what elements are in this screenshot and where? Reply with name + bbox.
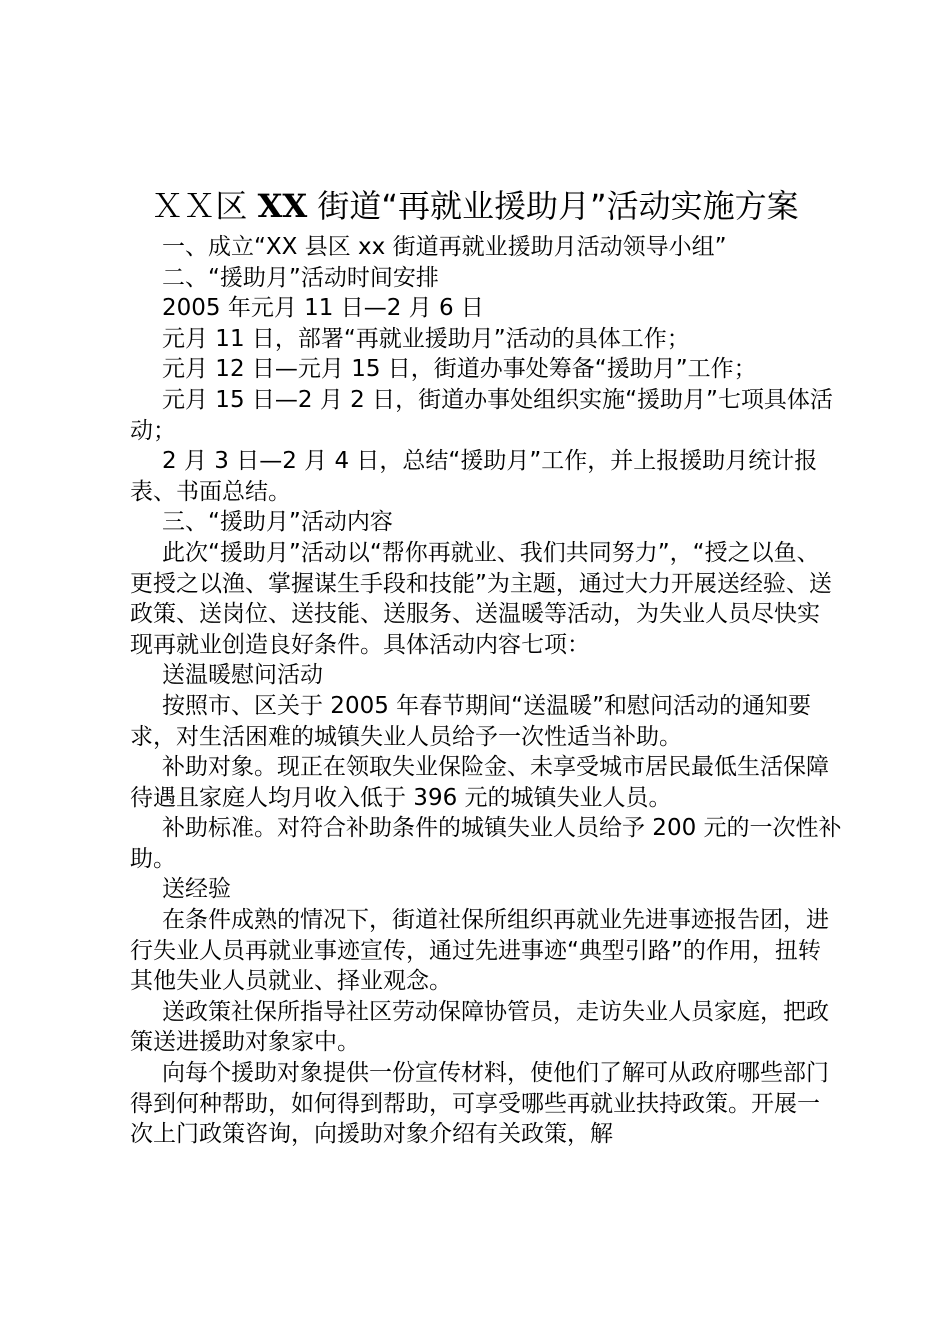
paragraph: 送经验 — [162, 876, 231, 903]
title-suffix: 街道“再就业援助月”活动实施方案 — [307, 187, 799, 225]
paragraph: 元月 15 日—2 月 2 日，街道办事处组织实施“援助月”七项具体活动； — [130, 386, 833, 444]
paragraph: 二、“援助月”活动时间安排 — [162, 264, 439, 291]
paragraph: 一、成立“XX 县区 xx 街道再就业援助月活动领导小组” — [162, 234, 727, 260]
paragraph: 按照市、区关于 2005 年春节期间“送温暖”和慰问活动的通知要求，对生活困难的城镇失业人员给予一次性适当补助。 — [130, 692, 811, 750]
paragraph: 送温暖慰问活动 — [162, 662, 323, 689]
paragraph: 2005 年元月 11 日—2 月 6 日 — [162, 295, 484, 322]
document-body — [130, 232, 842, 1150]
paragraph: 补助标准。对符合补助条件的城镇失业人员给予 200 元的一次性补助。 — [130, 815, 842, 872]
title-prefix: ＸＸ区 — [151, 187, 258, 225]
paragraph: 向每个援助对象提供一份宣传材料，使他们了解可从政府哪些部门得到何种帮助，如何得到帮助，可享受哪些再就业扶持政策。开展一次上门政策咨询，向援助对象介绍有关政策，解 — [130, 1060, 829, 1148]
paragraph: 在条件成熟的情况下，街道社保所组织再就业先进事迹报告团，进行失业人员再就业事迹宣传，通过先进事迹“典型引路”的作用，扭转其他失业人员就业、择业观念。 — [130, 907, 829, 995]
paragraph: 2 月 3 日—2 月 4 日，总结“援助月”工作，并上报援助月统计报表、书面总结。 — [130, 448, 818, 505]
paragraph: 三、“援助月”活动内容 — [162, 509, 393, 536]
paragraph: 元月 12 日—元月 15 日，街道办事处筹备“援助月”工作； — [162, 356, 757, 383]
paragraph: 此次“援助月”活动以“帮你再就业、我们共同努力”，“授之以鱼、更授之以渔、掌握谋生手段和技能”为主题，通过大力开展送经验、送政策、送岗位、送技能、送服务、送温暖等活动，为失业人员尽快实现再就业创造良好条件。具体活动内容七项： — [130, 539, 832, 658]
paragraph: 元月 11 日，部署“再就业援助月”活动的具体工作； — [162, 325, 690, 352]
document-title — [0, 180, 950, 232]
paragraph: 补助对象。现正在领取失业保险金、未享受城市居民最低生活保障待遇且家庭人均月收入低于 396 元的城镇失业人员。 — [130, 754, 829, 811]
title-bold-part: XX — [257, 187, 308, 225]
paragraph: 送政策社保所指导社区劳动保障协管员，走访失业人员家庭，把政策送进援助对象家中。 — [130, 998, 829, 1056]
